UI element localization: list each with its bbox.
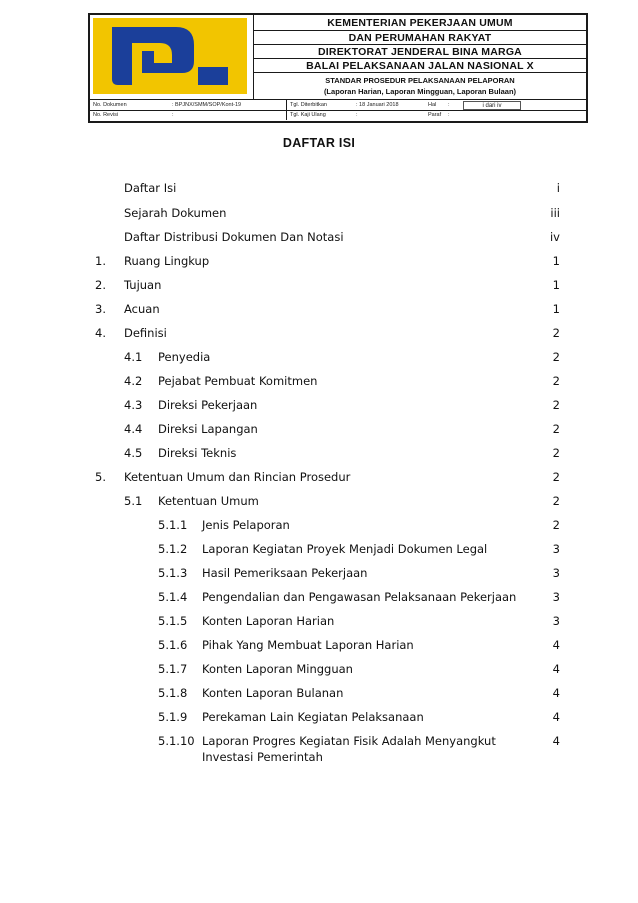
toc-entry-title: Konten Laporan Mingguan: [202, 662, 353, 676]
toc-entry-number: 2.: [95, 278, 106, 292]
toc-entry-title: Definisi: [124, 326, 167, 340]
toc-entry-page: 4: [552, 662, 560, 676]
toc-entry-page: 2: [552, 350, 560, 364]
toc-entry-title: Daftar Isi: [124, 181, 177, 195]
toc-entry-number: 4.3: [124, 398, 143, 412]
toc-entry-page: 1: [552, 254, 560, 268]
toc-entry-number: 5.1.5: [158, 614, 188, 628]
toc-entry-title: Penyedia: [158, 350, 211, 364]
toc-entry: [0, 709, 638, 727]
toc-entry-page: 2: [552, 446, 560, 460]
doc-number-value: : BPJNX/SMM/SOP/Kont-19: [172, 102, 242, 108]
toc-entry-number: 5.1.8: [158, 686, 188, 700]
toc-entry-page: 2: [552, 518, 560, 532]
toc-entry-number: 1.: [95, 254, 106, 268]
toc-entry: [0, 685, 638, 703]
toc-entry: [0, 637, 638, 655]
toc-entry-number: 5.1.6: [158, 638, 188, 652]
toc-entry: [0, 589, 638, 607]
toc-entry-page: 4: [552, 710, 560, 724]
toc-entry-number: 5.1.2: [158, 542, 188, 556]
toc-entry-number: 4.1: [124, 350, 143, 364]
toc-entry-number: 5.1.7: [158, 662, 188, 676]
toc-entry: [0, 277, 638, 295]
toc-entry-page: iii: [550, 206, 560, 220]
toc-entry: [0, 613, 638, 631]
toc-entry-number: 3.: [95, 302, 106, 316]
doc-number-label: No. Dokumen: [93, 102, 127, 108]
sop-subtitle: (Laporan Harian, Laporan Mingguan, Laporan Bulaan): [323, 87, 517, 96]
toc-entry: [0, 205, 638, 223]
toc-entry-number: 4.: [95, 326, 106, 340]
toc-entry: [0, 349, 638, 367]
toc-entry-page: 2: [552, 422, 560, 436]
toc-entry-page: 4: [552, 686, 560, 700]
toc-entry: [0, 541, 638, 559]
toc-entry-title: Direksi Teknis: [158, 446, 237, 460]
paraf-value: :: [448, 112, 450, 118]
toc-entry-title: Direksi Pekerjaan: [158, 398, 258, 412]
page-colon: :: [448, 102, 450, 108]
toc-entry-title: Konten Laporan Harian: [202, 614, 335, 628]
toc-entry-title: Direksi Lapangan: [158, 422, 258, 436]
toc-entry-title: Sejarah Dokumen: [124, 206, 227, 220]
toc-entry-page: iv: [549, 230, 560, 244]
page-indicator: i dari iv: [463, 101, 521, 110]
toc-entry-page: 3: [552, 542, 560, 556]
toc-entry-title: Acuan: [124, 302, 160, 316]
toc-entry: [0, 421, 638, 439]
document-title: DAFTAR ISI: [282, 136, 356, 150]
toc-entry-number: 5.1.3: [158, 566, 188, 580]
toc-entry: [0, 469, 638, 487]
toc-entry-page: 4: [552, 638, 560, 652]
toc-entry-page: 3: [552, 614, 560, 628]
toc-entry-page: 2: [552, 398, 560, 412]
header-title-line-2: DAN PERUMAHAN RAKYAT: [254, 31, 586, 45]
toc-entry-page: 4: [552, 734, 560, 748]
toc-entry-number: 4.2: [124, 374, 143, 388]
toc-entry: [0, 493, 638, 511]
toc-entry-title: Perekaman Lain Kegiatan Pelaksanaan: [202, 710, 424, 724]
toc-entry-number: 5.1.4: [158, 590, 188, 604]
toc-entry: [0, 325, 638, 343]
toc-entry: [0, 661, 638, 679]
toc-entry-number: 5.1.10: [158, 734, 195, 748]
toc-entry-number: 4.5: [124, 446, 143, 460]
toc-entry-title: Tujuan: [124, 278, 162, 292]
paraf-label: Paraf: [428, 112, 442, 118]
toc-entry: [0, 517, 638, 535]
toc-entry-title: Pihak Yang Membuat Laporan Harian: [202, 638, 414, 652]
toc-entry-page: 1: [552, 302, 560, 316]
revision-value: :: [172, 112, 174, 118]
toc-entry-number: 5.1.1: [158, 518, 188, 532]
toc-entry-title: Daftar Distribusi Dokumen Dan Notasi: [124, 230, 344, 244]
review-date-value: :: [356, 112, 358, 118]
toc-entry: [0, 229, 638, 247]
toc-entry: [0, 180, 638, 198]
toc-entry-title: Ruang Lingkup: [124, 254, 210, 268]
toc-entry-page: 2: [552, 326, 560, 340]
toc-entry-number: 4.4: [124, 422, 143, 436]
toc-entry-title: Ketentuan Umum: [158, 494, 259, 508]
toc-entry: [0, 253, 638, 271]
toc-entry-title: Pengendalian dan Pengawasan Pelaksanaan Pekerjaan: [202, 590, 517, 604]
toc-entry-title: Konten Laporan Bulanan: [202, 686, 344, 700]
toc-entry-title: Laporan Progres Kegiatan Fisik Adalah Menyangkut Investasi Pemerintah: [202, 734, 496, 764]
toc-entry-page: 1: [552, 278, 560, 292]
toc-entry-page: 3: [552, 566, 560, 580]
header-title-line-1: KEMENTERIAN PEKERJAAN UMUM: [254, 15, 586, 31]
revision-label: No. Revisi: [93, 112, 119, 118]
toc-entry: [0, 733, 638, 764]
toc-entry-number: 5.: [95, 470, 106, 484]
toc-entry-title: Ketentuan Umum dan Rincian Prosedur: [124, 470, 351, 484]
issued-date-label: Tgl. Diterbitkan: [290, 102, 327, 108]
toc-entry: [0, 397, 638, 415]
toc-entry: [0, 565, 638, 583]
toc-entry-number: 5.1.9: [158, 710, 188, 724]
toc-entry-page: 2: [552, 470, 560, 484]
header-title-line-3: DIREKTORAT JENDERAL BINA MARGA: [254, 45, 586, 59]
toc-entry-title: Jenis Pelaporan: [202, 518, 290, 532]
toc-entry-page: 2: [552, 374, 560, 388]
toc-entry-page: 3: [552, 590, 560, 604]
toc-entry: [0, 445, 638, 463]
page-label: Hal: [428, 102, 437, 108]
issued-date-value: : 18 Januari 2018: [356, 102, 399, 108]
toc-entry-page: i: [556, 181, 560, 195]
toc-entry-number: 5.1: [124, 494, 143, 508]
toc-entry-title: Hasil Pemeriksaan Pekerjaan: [202, 566, 368, 580]
toc-entry: [0, 301, 638, 319]
toc-entry-page: 2: [552, 494, 560, 508]
toc-entry-title: Laporan Kegiatan Proyek Menjadi Dokumen Legal: [202, 542, 488, 556]
toc-entry-title: Pejabat Pembuat Komitmen: [158, 374, 318, 388]
toc-entry: [0, 373, 638, 391]
sop-title: STANDAR PROSEDUR PELAKSANAAN PELAPORAN: [325, 76, 515, 85]
header-title-line-4: BALAI PELAKSANAAN JALAN NASIONAL X: [254, 59, 586, 73]
review-date-label: Tgl. Kaji Ulang: [290, 112, 326, 118]
